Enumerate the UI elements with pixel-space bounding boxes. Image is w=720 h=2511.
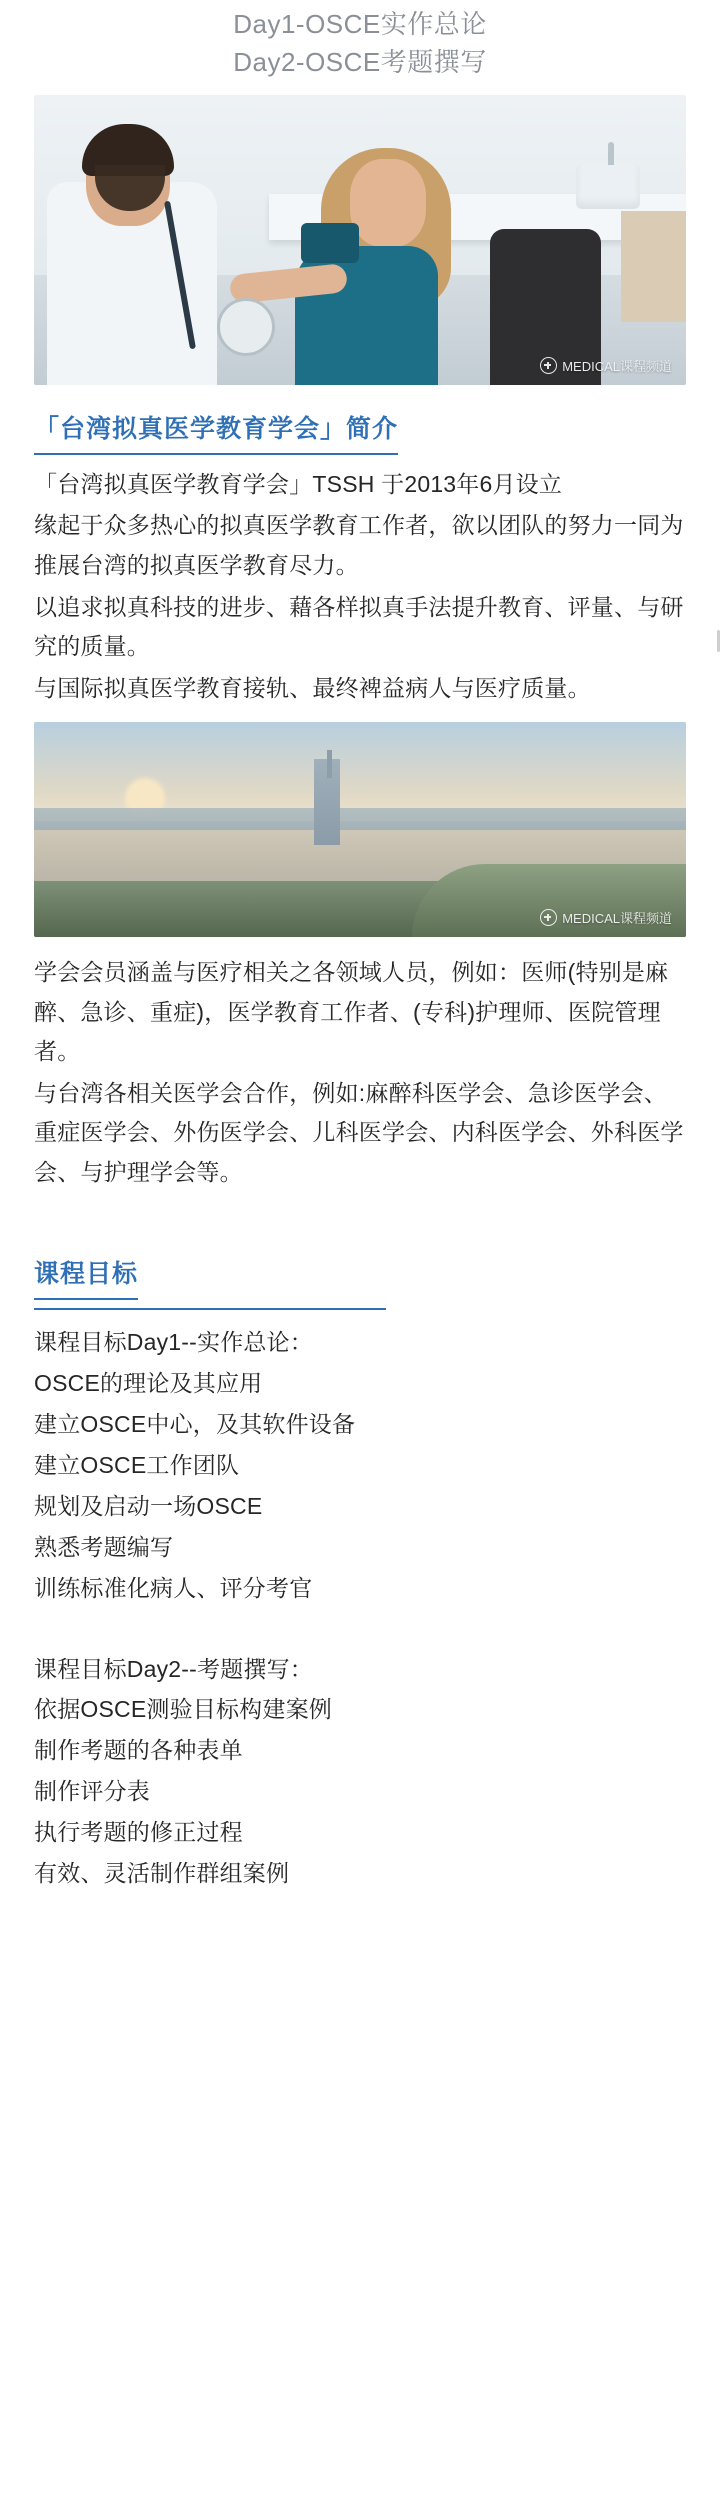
clinic-photo-watermark <box>540 356 672 375</box>
section-one-paragraph-2: 缘起于众多热心的拟真医学教育工作者，欲以团队的努力一同为推展台湾的拟真医学教育尽力。 <box>34 512 684 578</box>
patient-face <box>350 159 426 247</box>
section-three-title: 课程目标 <box>34 1246 138 1300</box>
day1-heading: 课程目标Day1--实作总论： <box>34 1328 314 1355</box>
section-one-paragraph-1: 「台湾拟真医学教育学会」TSSH 于2013年6月设立 <box>34 470 563 497</box>
day2-item-5: 有效、灵活制作群组案例 <box>34 1860 290 1887</box>
day1-item-1: OSCE的理论及其应用 <box>34 1369 263 1396</box>
day2-item-1: 依据OSCE测验目标构建案例 <box>34 1696 332 1723</box>
day1-item-3: 建立OSCE工作团队 <box>34 1451 240 1478</box>
blood-pressure-cuff <box>301 223 359 263</box>
section-three-title-underline <box>34 1308 386 1310</box>
section-one-paragraph-3: 以追求拟真科技的进步、藉各样拟真手法提升教育、评量、与研究的质量。 <box>34 593 684 660</box>
day2-item-3: 制作评分表 <box>34 1778 150 1805</box>
section-three-heading-wrap <box>34 1246 686 1300</box>
clinic-sink <box>576 165 640 209</box>
pressure-gauge <box>217 298 275 356</box>
section-spacer <box>0 1206 720 1232</box>
page-title-line-2: Day2-OSCE考题撰写 <box>233 46 487 77</box>
page-title <box>0 0 720 95</box>
day2-item-2: 制作考题的各种表单 <box>34 1737 243 1764</box>
medical-logo-icon <box>540 909 557 926</box>
tower-spire <box>327 750 332 778</box>
watermark-text: MEDICAL课程频道 <box>562 359 672 375</box>
medical-logo-icon <box>540 357 557 374</box>
section-one-paragraph-4: 与国际拟真医学教育接轨、最终裨益病人与医疗质量。 <box>34 674 591 701</box>
day-spacer <box>0 1623 720 1649</box>
clinic-photo <box>34 95 686 385</box>
page-title-line-1: Day1-OSCE实作总论 <box>233 9 487 39</box>
day1-item-4: 规划及启动一场OSCE <box>34 1492 263 1519</box>
day1-item-6: 训练标准化病人、评分考官 <box>34 1574 313 1601</box>
section-two-paragraph-2: 与台湾各相关医学会合作，例如:麻醉科医学会、急诊医学会、重症医学会、外伤医学会、儿科医学会、内科医学会、外科医学会、与护理学会等。 <box>34 1079 684 1185</box>
clinic-cabinet <box>621 211 686 321</box>
day2-item-4: 执行考题的修正过程 <box>34 1819 243 1846</box>
city-photo <box>34 722 686 937</box>
section-one-body <box>34 465 686 708</box>
section-one-title: 「台湾拟真医学教育学会」简介 <box>34 401 398 455</box>
day2-objectives <box>34 1649 686 1895</box>
day1-item-2: 建立OSCE中心，及其软件设备 <box>34 1410 356 1437</box>
city-photo-watermark <box>540 908 672 927</box>
section-two-body <box>34 953 686 1192</box>
day1-objectives <box>34 1322 686 1609</box>
day2-heading: 课程目标Day2--考题撰写： <box>34 1655 314 1682</box>
section-two-paragraph-1: 学会会员涵盖与医疗相关之各领域人员，例如：医师(特别是麻醉、急诊、重症)，医学教育工作者、(专科)护理师、医院管理者。 <box>34 959 669 1065</box>
day1-item-5: 熟悉考题编写 <box>34 1533 174 1560</box>
watermark-text: MEDICAL课程频道 <box>562 911 672 927</box>
section-one-heading-wrap <box>34 401 686 455</box>
